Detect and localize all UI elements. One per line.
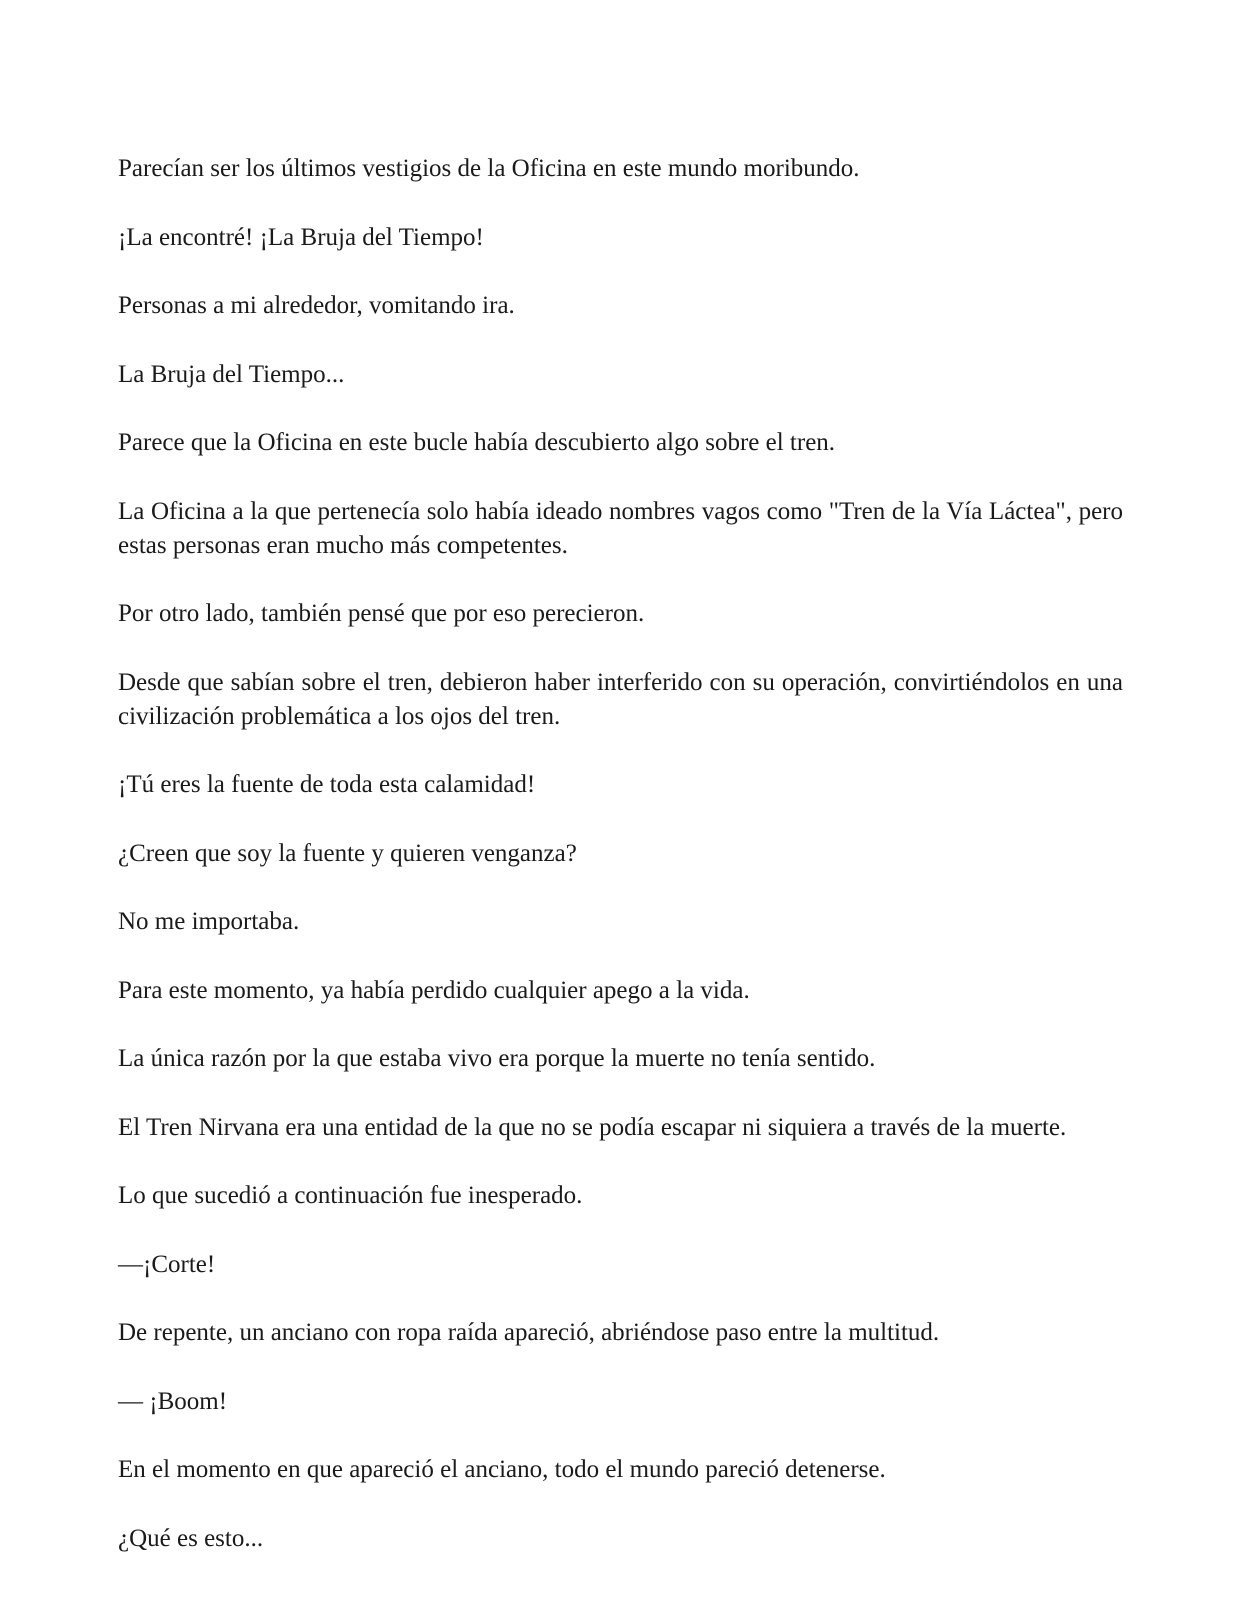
paragraph: Lo que sucedió a continuación fue inesperado. — [118, 1182, 583, 1209]
paragraph: — ¡Boom! — [118, 1387, 228, 1415]
paragraph: Parece que la Oficina en este bucle había descubierto algo sobre el tren. — [118, 429, 836, 456]
paragraph: No me importaba. — [118, 908, 300, 935]
document-page — [118, 152, 1123, 1556]
paragraph: De repente, un anciano con ropa raída apareció, abriéndose paso entre la multitud. — [118, 1319, 940, 1346]
paragraph: ¡Tú eres la fuente de toda esta calamidad! — [118, 771, 536, 798]
paragraph: ¿Qué es esto... — [118, 1524, 264, 1552]
paragraph: Por otro lado, también pensé que por eso perecieron. — [118, 600, 645, 627]
paragraph: La Bruja del Tiempo... — [118, 360, 345, 388]
paragraph: El Tren Nirvana era una entidad de la que no se podía escapar ni siquiera a través de la muerte. — [118, 1113, 1067, 1141]
paragraph: —¡Corte! — [118, 1250, 216, 1278]
paragraph: Para este momento, ya había perdido cualquier apego a la vida. — [118, 976, 750, 1004]
paragraph: Parecían ser los últimos vestigios de la Oficina en este mundo moribundo. — [118, 155, 860, 182]
paragraph: Personas a mi alrededor, vomitando ira. — [118, 292, 515, 319]
paragraph: En el momento en que apareció el anciano, todo el mundo pareció detenerse. — [118, 1456, 886, 1483]
paragraph: Desde que sabían sobre el tren, debieron haber interferido con su operación, convirtiéndolos en una civilización problemática a los ojos del tren. — [118, 668, 1123, 730]
paragraph: La Oficina a la que pertenecía solo había ideado nombres vagos como "Tren de la Vía Láctea", pero estas personas eran mucho más competentes. — [118, 497, 1123, 559]
paragraph: La única razón por la que estaba vivo era porque la muerte no tenía sentido. — [118, 1045, 876, 1072]
paragraph: ¿Creen que soy la fuente y quieren venganza? — [118, 839, 577, 867]
paragraph: ¡La encontré! ¡La Bruja del Tiempo! — [118, 223, 484, 251]
